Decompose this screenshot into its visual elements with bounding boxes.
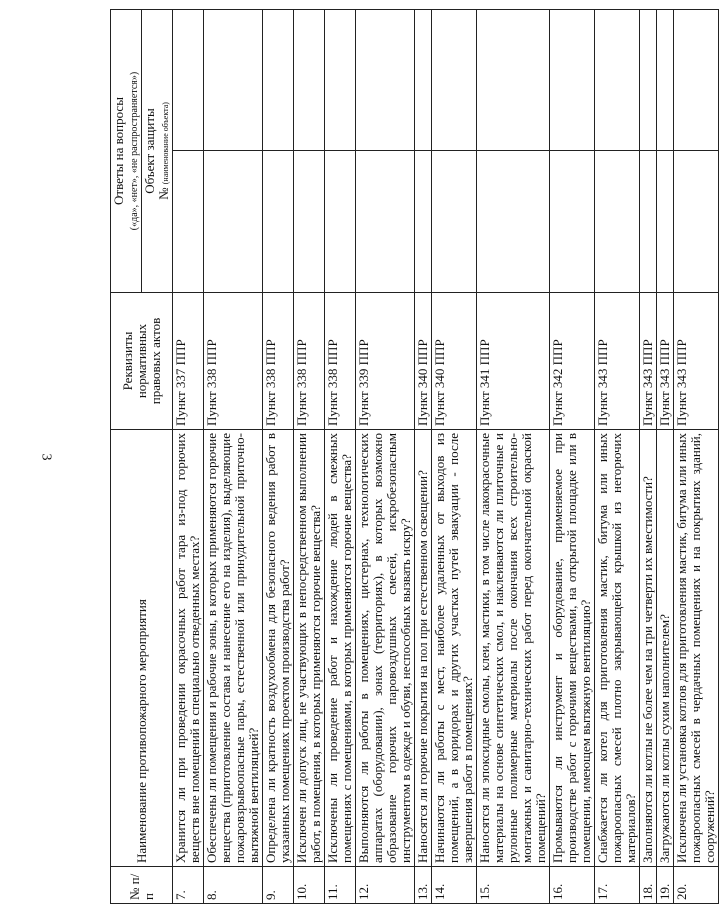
table-row [674,10,719,904]
row-answer-cell[interactable] [550,151,595,293]
row-question: Обеспечены ли помещения и рабочие зоны, в которых применяются горючие вещества (приготовление состава и нанесение его на изделия), выделяющие пожаровзрывоопасные пары, естественной или принудительной приточно-вытяжной вентиляцией? [204,430,263,867]
row-object-cell[interactable] [477,10,550,152]
row-requisite: Пункт 340 ППР [432,293,477,430]
row-number: 11. [325,867,356,904]
row-object-cell[interactable] [595,10,640,152]
row-number: 9. [263,867,294,904]
row-question: Загружаются ли котлы сухим наполнителем? [657,430,674,867]
row-requisite: Пункт 338 ППР [263,293,294,430]
row-question: Наносятся ли горючие покрытия на пол при естественном освещении? [415,430,432,867]
row-question: Промываются ли инструмент и оборудование, применяемое при производстве работ с горючими веществами, на открытой площадке или в помещении, имеющем вытяжную вентиляцию? [550,430,595,867]
row-question: Начинаются ли работы с мест, наиболее удаленных от выходов из помещений, а в коридорах и других участках путей эвакуации - после завершения работ в помещениях? [432,430,477,867]
header-row [111,10,142,904]
row-object-cell[interactable] [294,10,325,152]
table-row [432,10,477,904]
page-number: 3 [38,453,54,461]
row-number: 16. [550,867,595,904]
table-row [477,10,550,904]
row-number: 19. [657,867,674,904]
row-number: 10. [294,867,325,904]
row-answer-cell[interactable] [415,151,432,293]
row-answer-cell[interactable] [356,151,415,293]
row-object-cell[interactable] [173,10,204,152]
table-row [657,10,674,904]
row-requisite: Пункт 343 ППР [657,293,674,430]
row-question: Выполняются ли работы в помещениях, цистернах, технологических аппаратах (оборудовании), зонах (территориях), в которых возможно образование горючих паровоздушных смесей, искробезопасным инструментом в одежде и обуви, неспособных вызвать искру? [356,430,415,867]
row-question: Хранится ли при проведении окрасочных работ тара из-под горючих веществ вне помещений в специально отведенных местах? [173,430,204,867]
row-number: 12. [356,867,415,904]
checklist-table [110,9,719,904]
row-question: Исключена ли установка котлов для приготовления мастик, битума или иных пожароопасных смесей в чердачных помещениях и на покрытиях зданий, сооружений? [674,430,719,867]
row-object-cell[interactable] [325,10,356,152]
checklist-sheet [110,38,717,904]
header-name: Наименование противопожарного мероприятия [111,430,173,867]
header-answers-title: Ответы на вопросы [111,97,126,205]
table-row [263,10,294,904]
row-number: 17. [595,867,640,904]
row-answer-cell[interactable] [657,151,674,293]
row-requisite: Пункт 337 ППР [173,293,204,430]
table-row [356,10,415,904]
row-question: Исключен ли допуск лиц, не участвующих в непосредственном выполнении работ, в помещения, в которых применяются горючие вещества? [294,430,325,867]
row-question: Исключены ли проведение работ и нахождение людей в смежных помещениях с помещениями, в которых применяются горючие вещества? [325,430,356,867]
row-requisite: Пункт 338 ППР [204,293,263,430]
row-number: 14. [432,867,477,904]
row-object-cell[interactable] [263,10,294,152]
table-row [550,10,595,904]
checklist-rows [173,10,719,904]
row-object-cell[interactable] [432,10,477,152]
row-requisite: Пункт 343 ППР [640,293,657,430]
row-answer-cell[interactable] [640,151,657,293]
row-requisite: Пункт 339 ППР [356,293,415,430]
table-row [595,10,640,904]
row-answer-cell[interactable] [173,151,204,293]
row-number: 18. [640,867,657,904]
row-requisite: Пункт 343 ППР [674,293,719,430]
header-object-no: № [156,187,171,200]
row-answer-cell[interactable] [325,151,356,293]
table-row [294,10,325,904]
row-question: Снабжается ли котел для приготовления мастик, битума или иных пожароопасных смесей плотно закрывающейся крышкой из негорючих материалов? [595,430,640,867]
row-requisite: Пункт 340 ППР [415,293,432,430]
header-requisites: Реквизиты нормативных правовых актов [111,293,173,430]
row-number: 8. [204,867,263,904]
row-object-cell[interactable] [674,10,719,152]
table-row [640,10,657,904]
header-num: № п/п [111,867,173,904]
row-number: 13. [415,867,432,904]
row-object-cell[interactable] [657,10,674,152]
row-number: 15. [477,867,550,904]
row-requisite: Пункт 338 ППР [325,293,356,430]
row-answer-cell[interactable] [294,151,325,293]
row-answer-cell[interactable] [432,151,477,293]
row-object-cell[interactable] [204,10,263,152]
row-requisite: Пункт 341 ППР [477,293,550,430]
row-question: Заполняются ли котлы не более чем на три четверти их вместимости? [640,430,657,867]
table-row [173,10,204,904]
row-requisite: Пункт 343 ППР [595,293,640,430]
row-requisite: Пункт 338 ППР [294,293,325,430]
row-object-cell[interactable] [415,10,432,152]
row-requisite: Пункт 342 ППР [550,293,595,430]
row-object-cell[interactable] [550,10,595,152]
table-row [415,10,432,904]
row-number: 7. [173,867,204,904]
row-answer-cell[interactable] [595,151,640,293]
row-answer-cell[interactable] [204,151,263,293]
header-object-title: Объект защиты [142,108,157,194]
row-answer-cell[interactable] [263,151,294,293]
row-object-cell[interactable] [356,10,415,152]
row-answer-cell[interactable] [477,151,550,293]
row-question: Наносятся ли эпоксидные смолы, клеи, мастики, в том числе лакокрасочные материалы на основе синтетических смол, и наклеиваются ли плиточные и рулонные полимерные материалы после окончания всех строительно-монтажных и санитарно-технических работ перед окончательной окраской помещений? [477,430,550,867]
row-number: 20. [674,867,719,904]
header-object-note: (наименование объекта) [161,102,170,185]
header-answers-note: («да», «нет», «не распространяется») [129,71,140,231]
row-object-cell[interactable] [640,10,657,152]
table-row [204,10,263,904]
table-row [325,10,356,904]
header-object [142,10,173,293]
header-answers [111,10,142,293]
row-answer-cell[interactable] [674,151,719,293]
row-question: Определена ли кратность воздухообмена для безопасного ведения работ в указанных помещениях проектом производства работ? [263,430,294,867]
